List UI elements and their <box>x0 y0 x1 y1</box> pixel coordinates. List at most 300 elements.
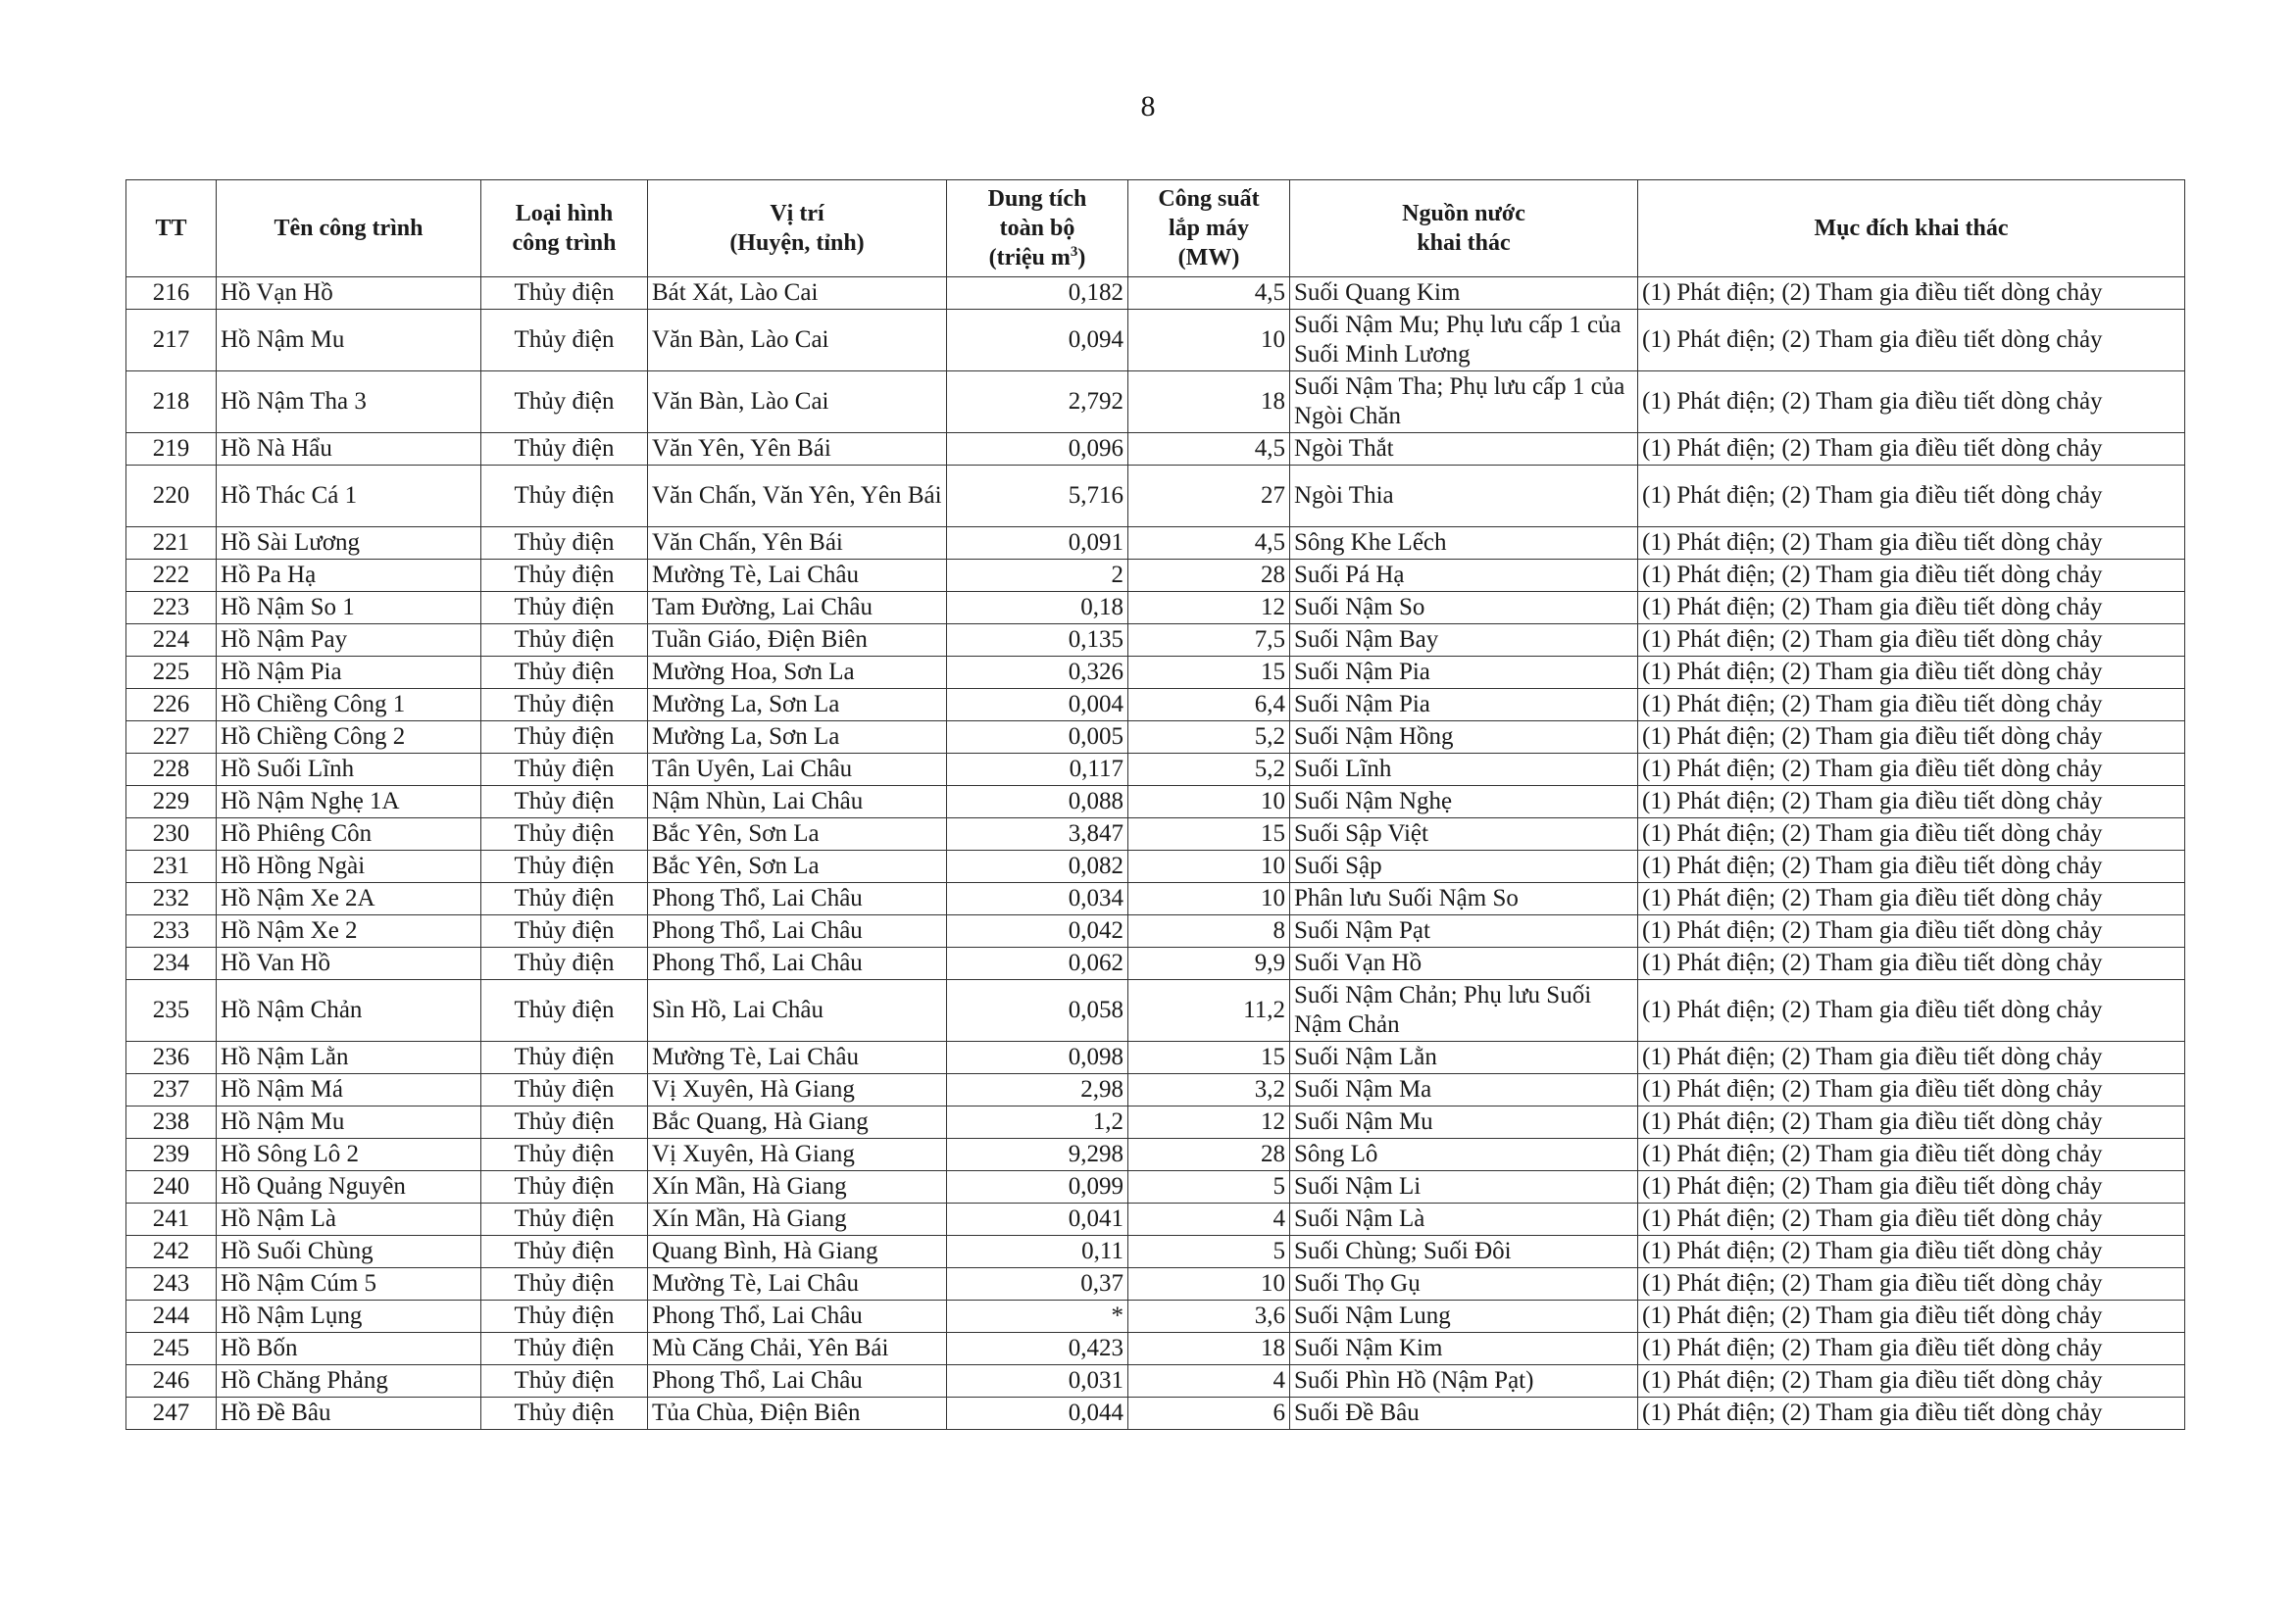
cell-tt: 218 <box>126 371 217 433</box>
cell-muc: (1) Phát điện; (2) Tham gia điều tiết dòng chảy <box>1638 527 2185 560</box>
cell-cong: 10 <box>1128 786 1290 818</box>
cell-dung: 0,326 <box>947 657 1128 689</box>
cell-nguon: Suối Pá Hạ <box>1290 560 1638 592</box>
cell-tt: 243 <box>126 1268 217 1301</box>
hydropower-table <box>125 179 2185 1430</box>
header-tt-label: TT <box>155 216 187 241</box>
cell-muc: (1) Phát điện; (2) Tham gia điều tiết dòng chảy <box>1638 1365 2185 1398</box>
cell-muc: (1) Phát điện; (2) Tham gia điều tiết dòng chảy <box>1638 1301 2185 1333</box>
cell-nguon: Suối Nậm Ma <box>1290 1074 1638 1107</box>
cell-nguon: Suối Nậm So <box>1290 592 1638 624</box>
cell-dung: 0,005 <box>947 721 1128 754</box>
cell-vitri: Mường Tè, Lai Châu <box>648 1268 947 1301</box>
cell-muc: (1) Phát điện; (2) Tham gia điều tiết dòng chảy <box>1638 851 2185 883</box>
cell-loai: Thủy điện <box>481 1139 648 1171</box>
cell-dung: 0,041 <box>947 1204 1128 1236</box>
cell-nguon: Suối Vạn Hồ <box>1290 948 1638 980</box>
cell-tt: 238 <box>126 1107 217 1139</box>
cell-nguon: Ngòi Thắt <box>1290 433 1638 466</box>
cell-loai: Thủy điện <box>481 818 648 851</box>
cell-muc: (1) Phát điện; (2) Tham gia điều tiết dòng chảy <box>1638 466 2185 527</box>
cell-dung: 2,98 <box>947 1074 1128 1107</box>
table-row <box>126 721 2185 754</box>
cell-nguon: Suối Nậm Pạt <box>1290 915 1638 948</box>
cell-cong: 4,5 <box>1128 277 1290 310</box>
table-row <box>126 980 2185 1042</box>
table-row <box>126 433 2185 466</box>
cell-dung: 3,847 <box>947 818 1128 851</box>
cell-loai: Thủy điện <box>481 689 648 721</box>
header-cong <box>1128 180 1290 277</box>
cell-dung: 0,117 <box>947 754 1128 786</box>
cell-cong: 12 <box>1128 1107 1290 1139</box>
cell-dung: 0,034 <box>947 883 1128 915</box>
cell-dung: 0,058 <box>947 980 1128 1042</box>
cell-tt: 219 <box>126 433 217 466</box>
table-row <box>126 851 2185 883</box>
cell-loai: Thủy điện <box>481 1236 648 1268</box>
cell-cong: 5,2 <box>1128 721 1290 754</box>
cell-ten: Hồ Nậm Là <box>217 1204 481 1236</box>
cell-tt: 237 <box>126 1074 217 1107</box>
cell-ten: Hồ Van Hồ <box>217 948 481 980</box>
cell-vitri: Vị Xuyên, Hà Giang <box>648 1139 947 1171</box>
cell-dung: 0,091 <box>947 527 1128 560</box>
table-row <box>126 466 2185 527</box>
cell-loai: Thủy điện <box>481 592 648 624</box>
cell-loai: Thủy điện <box>481 980 648 1042</box>
cell-vitri: Quang Bình, Hà Giang <box>648 1236 947 1268</box>
cell-dung: 0,042 <box>947 915 1128 948</box>
cell-loai: Thủy điện <box>481 1333 648 1365</box>
cell-vitri: Văn Bàn, Lào Cai <box>648 371 947 433</box>
cell-loai: Thủy điện <box>481 1398 648 1430</box>
header-dung-line3: (triệu m <box>988 245 1071 270</box>
cell-muc: (1) Phát điện; (2) Tham gia điều tiết dòng chảy <box>1638 277 2185 310</box>
cell-dung: 9,298 <box>947 1139 1128 1171</box>
table-row <box>126 1333 2185 1365</box>
cell-ten: Hồ Nậm Pay <box>217 624 481 657</box>
header-dung-sup: 3 <box>1070 244 1078 260</box>
table-row <box>126 883 2185 915</box>
cell-ten: Hồ Pa Hạ <box>217 560 481 592</box>
cell-tt: 229 <box>126 786 217 818</box>
table-row <box>126 310 2185 371</box>
cell-nguon: Sông Khe Lếch <box>1290 527 1638 560</box>
cell-loai: Thủy điện <box>481 1042 648 1074</box>
cell-cong: 12 <box>1128 592 1290 624</box>
table-body <box>126 277 2185 1430</box>
cell-nguon: Suối Nậm Nghẹ <box>1290 786 1638 818</box>
table-row <box>126 689 2185 721</box>
cell-muc: (1) Phát điện; (2) Tham gia điều tiết dòng chảy <box>1638 1074 2185 1107</box>
cell-loai: Thủy điện <box>481 527 648 560</box>
cell-ten: Hồ Nậm Lụng <box>217 1301 481 1333</box>
table-row <box>126 1236 2185 1268</box>
cell-vitri: Mường La, Sơn La <box>648 721 947 754</box>
cell-dung: 0,11 <box>947 1236 1128 1268</box>
table-row <box>126 818 2185 851</box>
cell-tt: 220 <box>126 466 217 527</box>
cell-dung: 2 <box>947 560 1128 592</box>
cell-cong: 10 <box>1128 883 1290 915</box>
cell-vitri: Văn Chấn, Yên Bái <box>648 527 947 560</box>
cell-ten: Hồ Vạn Hồ <box>217 277 481 310</box>
cell-nguon: Suối Nậm Lằn <box>1290 1042 1638 1074</box>
cell-muc: (1) Phát điện; (2) Tham gia điều tiết dòng chảy <box>1638 980 2185 1042</box>
cell-muc: (1) Phát điện; (2) Tham gia điều tiết dòng chảy <box>1638 689 2185 721</box>
cell-vitri: Xín Mần, Hà Giang <box>648 1171 947 1204</box>
cell-loai: Thủy điện <box>481 883 648 915</box>
cell-cong: 28 <box>1128 1139 1290 1171</box>
cell-loai: Thủy điện <box>481 721 648 754</box>
cell-cong: 18 <box>1128 1333 1290 1365</box>
cell-loai: Thủy điện <box>481 786 648 818</box>
cell-ten: Hồ Hồng Ngài <box>217 851 481 883</box>
cell-muc: (1) Phát điện; (2) Tham gia điều tiết dòng chảy <box>1638 371 2185 433</box>
cell-dung: 0,062 <box>947 948 1128 980</box>
header-vitri-line2: (Huyện, tỉnh) <box>729 230 865 256</box>
header-nguon <box>1290 180 1638 277</box>
cell-loai: Thủy điện <box>481 433 648 466</box>
header-cong-line3: (MW) <box>1177 245 1240 270</box>
cell-dung: 2,792 <box>947 371 1128 433</box>
cell-vitri: Văn Chấn, Văn Yên, Yên Bái <box>648 466 947 527</box>
cell-tt: 246 <box>126 1365 217 1398</box>
table-row <box>126 1365 2185 1398</box>
cell-cong: 9,9 <box>1128 948 1290 980</box>
cell-muc: (1) Phát điện; (2) Tham gia điều tiết dòng chảy <box>1638 1042 2185 1074</box>
header-muc <box>1638 180 2185 277</box>
cell-muc: (1) Phát điện; (2) Tham gia điều tiết dòng chảy <box>1638 1268 2185 1301</box>
cell-tt: 240 <box>126 1171 217 1204</box>
cell-loai: Thủy điện <box>481 948 648 980</box>
cell-nguon: Suối Nậm Mu; Phụ lưu cấp 1 của Suối Minh Lương <box>1290 310 1638 371</box>
cell-muc: (1) Phát điện; (2) Tham gia điều tiết dòng chảy <box>1638 657 2185 689</box>
cell-vitri: Tủa Chùa, Điện Biên <box>648 1398 947 1430</box>
cell-ten: Hồ Nậm Má <box>217 1074 481 1107</box>
cell-dung: 0,044 <box>947 1398 1128 1430</box>
cell-dung: 0,088 <box>947 786 1128 818</box>
table-row <box>126 1301 2185 1333</box>
cell-ten: Hồ Chăng Phảng <box>217 1365 481 1398</box>
cell-cong: 10 <box>1128 310 1290 371</box>
cell-nguon: Suối Nậm Bay <box>1290 624 1638 657</box>
header-vitri-line1: Vị trí <box>770 201 824 226</box>
header-cong-line2: lắp máy <box>1168 216 1249 241</box>
cell-cong: 4 <box>1128 1204 1290 1236</box>
cell-muc: (1) Phát điện; (2) Tham gia điều tiết dòng chảy <box>1638 1204 2185 1236</box>
cell-tt: 228 <box>126 754 217 786</box>
cell-ten: Hồ Nậm Pia <box>217 657 481 689</box>
cell-vitri: Phong Thổ, Lai Châu <box>648 883 947 915</box>
cell-muc: (1) Phát điện; (2) Tham gia điều tiết dòng chảy <box>1638 786 2185 818</box>
cell-loai: Thủy điện <box>481 1074 648 1107</box>
cell-dung: * <box>947 1301 1128 1333</box>
cell-tt: 234 <box>126 948 217 980</box>
table-row <box>126 1107 2185 1139</box>
cell-dung: 0,004 <box>947 689 1128 721</box>
header-tt <box>126 180 217 277</box>
cell-tt: 241 <box>126 1204 217 1236</box>
cell-vitri: Sìn Hồ, Lai Châu <box>648 980 947 1042</box>
table-row <box>126 754 2185 786</box>
cell-ten: Hồ Phiêng Côn <box>217 818 481 851</box>
cell-ten: Hồ Bốn <box>217 1333 481 1365</box>
cell-vitri: Mường La, Sơn La <box>648 689 947 721</box>
table-row <box>126 1171 2185 1204</box>
cell-tt: 221 <box>126 527 217 560</box>
cell-cong: 27 <box>1128 466 1290 527</box>
cell-ten: Hồ Quảng Nguyên <box>217 1171 481 1204</box>
cell-muc: (1) Phát điện; (2) Tham gia điều tiết dòng chảy <box>1638 754 2185 786</box>
header-ten <box>217 180 481 277</box>
cell-muc: (1) Phát điện; (2) Tham gia điều tiết dòng chảy <box>1638 624 2185 657</box>
cell-cong: 5 <box>1128 1236 1290 1268</box>
cell-muc: (1) Phát điện; (2) Tham gia điều tiết dòng chảy <box>1638 883 2185 915</box>
cell-vitri: Mù Căng Chải, Yên Bái <box>648 1333 947 1365</box>
cell-vitri: Bát Xát, Lào Cai <box>648 277 947 310</box>
cell-loai: Thủy điện <box>481 1301 648 1333</box>
table-row <box>126 592 2185 624</box>
cell-nguon: Sông Lô <box>1290 1139 1638 1171</box>
cell-ten: Hồ Nậm Xe 2 <box>217 915 481 948</box>
table-row <box>126 1139 2185 1171</box>
cell-ten: Hồ Chiềng Công 1 <box>217 689 481 721</box>
cell-dung: 1,2 <box>947 1107 1128 1139</box>
cell-nguon: Ngòi Thia <box>1290 466 1638 527</box>
cell-dung: 0,135 <box>947 624 1128 657</box>
cell-loai: Thủy điện <box>481 310 648 371</box>
cell-muc: (1) Phát điện; (2) Tham gia điều tiết dòng chảy <box>1638 1171 2185 1204</box>
table-row <box>126 1074 2185 1107</box>
cell-nguon: Suối Nậm Mu <box>1290 1107 1638 1139</box>
cell-vitri: Phong Thổ, Lai Châu <box>648 948 947 980</box>
cell-loai: Thủy điện <box>481 560 648 592</box>
cell-ten: Hồ Suối Lĩnh <box>217 754 481 786</box>
table-row <box>126 560 2185 592</box>
header-dung-line2: toàn bộ <box>999 216 1075 241</box>
cell-tt: 233 <box>126 915 217 948</box>
cell-cong: 4,5 <box>1128 433 1290 466</box>
table-row <box>126 371 2185 433</box>
cell-vitri: Bắc Yên, Sơn La <box>648 851 947 883</box>
cell-loai: Thủy điện <box>481 1204 648 1236</box>
cell-muc: (1) Phát điện; (2) Tham gia điều tiết dòng chảy <box>1638 310 2185 371</box>
cell-loai: Thủy điện <box>481 371 648 433</box>
cell-tt: 217 <box>126 310 217 371</box>
cell-muc: (1) Phát điện; (2) Tham gia điều tiết dòng chảy <box>1638 433 2185 466</box>
cell-tt: 226 <box>126 689 217 721</box>
cell-cong: 11,2 <box>1128 980 1290 1042</box>
cell-loai: Thủy điện <box>481 915 648 948</box>
cell-ten: Hồ Đề Bâu <box>217 1398 481 1430</box>
header-loai <box>481 180 648 277</box>
cell-nguon: Suối Quang Kim <box>1290 277 1638 310</box>
table-row <box>126 948 2185 980</box>
cell-tt: 231 <box>126 851 217 883</box>
cell-dung: 0,098 <box>947 1042 1128 1074</box>
cell-vitri: Văn Yên, Yên Bái <box>648 433 947 466</box>
cell-loai: Thủy điện <box>481 754 648 786</box>
cell-cong: 7,5 <box>1128 624 1290 657</box>
cell-loai: Thủy điện <box>481 624 648 657</box>
cell-vitri: Mường Tè, Lai Châu <box>648 1042 947 1074</box>
cell-dung: 5,716 <box>947 466 1128 527</box>
header-cong-line1: Công suất <box>1158 186 1260 212</box>
header-loai-line2: công trình <box>512 230 617 256</box>
cell-ten: Hồ Sông Lô 2 <box>217 1139 481 1171</box>
cell-vitri: Tân Uyên, Lai Châu <box>648 754 947 786</box>
header-row <box>126 180 2185 277</box>
cell-vitri: Văn Bàn, Lào Cai <box>648 310 947 371</box>
cell-nguon: Suối Nậm Hồng <box>1290 721 1638 754</box>
table-row <box>126 1398 2185 1430</box>
cell-cong: 15 <box>1128 818 1290 851</box>
cell-muc: (1) Phát điện; (2) Tham gia điều tiết dòng chảy <box>1638 818 2185 851</box>
cell-nguon: Suối Nậm Pia <box>1290 689 1638 721</box>
cell-loai: Thủy điện <box>481 851 648 883</box>
page-number: 8 <box>1140 90 1156 123</box>
header-dung-line1: Dung tích <box>987 186 1087 212</box>
cell-ten: Hồ Nậm Chản <box>217 980 481 1042</box>
cell-nguon: Suối Nậm Lung <box>1290 1301 1638 1333</box>
cell-nguon: Phân lưu Suối Nậm So <box>1290 883 1638 915</box>
cell-dung: 0,423 <box>947 1333 1128 1365</box>
cell-cong: 15 <box>1128 657 1290 689</box>
cell-tt: 230 <box>126 818 217 851</box>
cell-tt: 247 <box>126 1398 217 1430</box>
cell-muc: (1) Phát điện; (2) Tham gia điều tiết dòng chảy <box>1638 1333 2185 1365</box>
cell-dung: 0,182 <box>947 277 1128 310</box>
cell-ten: Hồ Chiềng Công 2 <box>217 721 481 754</box>
table-row <box>126 624 2185 657</box>
cell-muc: (1) Phát điện; (2) Tham gia điều tiết dòng chảy <box>1638 1107 2185 1139</box>
cell-ten: Hồ Nậm Lằn <box>217 1042 481 1074</box>
cell-nguon: Suối Nậm Kim <box>1290 1333 1638 1365</box>
cell-vitri: Tam Đường, Lai Châu <box>648 592 947 624</box>
cell-cong: 4 <box>1128 1365 1290 1398</box>
cell-dung: 0,082 <box>947 851 1128 883</box>
cell-vitri: Tuần Giáo, Điện Biên <box>648 624 947 657</box>
cell-muc: (1) Phát điện; (2) Tham gia điều tiết dòng chảy <box>1638 1139 2185 1171</box>
cell-nguon: Suối Lĩnh <box>1290 754 1638 786</box>
cell-tt: 225 <box>126 657 217 689</box>
cell-vitri: Mường Tè, Lai Châu <box>648 560 947 592</box>
cell-vitri: Bắc Quang, Hà Giang <box>648 1107 947 1139</box>
cell-nguon: Suối Sập <box>1290 851 1638 883</box>
header-muc-label: Mục đích khai thác <box>1814 216 2009 241</box>
cell-cong: 15 <box>1128 1042 1290 1074</box>
header-nguon-line1: Nguồn nước <box>1402 201 1525 226</box>
cell-cong: 6 <box>1128 1398 1290 1430</box>
cell-nguon: Suối Nậm Chản; Phụ lưu Suối Nậm Chản <box>1290 980 1638 1042</box>
cell-loai: Thủy điện <box>481 657 648 689</box>
cell-ten: Hồ Nậm Cúm 5 <box>217 1268 481 1301</box>
cell-nguon: Suối Phìn Hồ (Nậm Pạt) <box>1290 1365 1638 1398</box>
cell-ten: Hồ Nà Hẩu <box>217 433 481 466</box>
cell-tt: 244 <box>126 1301 217 1333</box>
cell-ten: Hồ Nậm Xe 2A <box>217 883 481 915</box>
cell-vitri: Mường Hoa, Sơn La <box>648 657 947 689</box>
cell-nguon: Suối Sập Việt <box>1290 818 1638 851</box>
cell-ten: Hồ Nậm Nghẹ 1A <box>217 786 481 818</box>
table-row <box>126 1268 2185 1301</box>
table-row <box>126 1042 2185 1074</box>
cell-cong: 3,2 <box>1128 1074 1290 1107</box>
cell-tt: 245 <box>126 1333 217 1365</box>
header-loai-line1: Loại hình <box>515 201 614 226</box>
cell-cong: 4,5 <box>1128 527 1290 560</box>
cell-nguon: Suối Thọ Gụ <box>1290 1268 1638 1301</box>
table-row <box>126 277 2185 310</box>
cell-vitri: Phong Thổ, Lai Châu <box>648 915 947 948</box>
cell-loai: Thủy điện <box>481 277 648 310</box>
cell-muc: (1) Phát điện; (2) Tham gia điều tiết dòng chảy <box>1638 1398 2185 1430</box>
table-row <box>126 1204 2185 1236</box>
cell-vitri: Bắc Yên, Sơn La <box>648 818 947 851</box>
header-ten-label: Tên công trình <box>274 216 424 241</box>
cell-nguon: Suối Nậm Tha; Phụ lưu cấp 1 của Ngòi Chăn <box>1290 371 1638 433</box>
cell-cong: 8 <box>1128 915 1290 948</box>
cell-muc: (1) Phát điện; (2) Tham gia điều tiết dòng chảy <box>1638 1236 2185 1268</box>
cell-vitri: Phong Thổ, Lai Châu <box>648 1301 947 1333</box>
cell-nguon: Suối Chùng; Suối Đôi <box>1290 1236 1638 1268</box>
table-row <box>126 657 2185 689</box>
cell-loai: Thủy điện <box>481 1365 648 1398</box>
cell-tt: 222 <box>126 560 217 592</box>
cell-muc: (1) Phát điện; (2) Tham gia điều tiết dòng chảy <box>1638 915 2185 948</box>
cell-tt: 224 <box>126 624 217 657</box>
cell-muc: (1) Phát điện; (2) Tham gia điều tiết dòng chảy <box>1638 592 2185 624</box>
header-vitri <box>648 180 947 277</box>
header-dung-close: ) <box>1077 245 1086 270</box>
header-nguon-line2: khai thác <box>1417 230 1511 256</box>
cell-vitri: Nậm Nhùn, Lai Châu <box>648 786 947 818</box>
cell-ten: Hồ Nậm So 1 <box>217 592 481 624</box>
cell-tt: 236 <box>126 1042 217 1074</box>
cell-tt: 216 <box>126 277 217 310</box>
cell-cong: 5,2 <box>1128 754 1290 786</box>
cell-tt: 239 <box>126 1139 217 1171</box>
cell-tt: 227 <box>126 721 217 754</box>
cell-cong: 28 <box>1128 560 1290 592</box>
cell-loai: Thủy điện <box>481 1107 648 1139</box>
cell-cong: 5 <box>1128 1171 1290 1204</box>
table-row <box>126 527 2185 560</box>
cell-dung: 0,37 <box>947 1268 1128 1301</box>
cell-muc: (1) Phát điện; (2) Tham gia điều tiết dòng chảy <box>1638 560 2185 592</box>
cell-tt: 232 <box>126 883 217 915</box>
cell-tt: 235 <box>126 980 217 1042</box>
cell-dung: 0,099 <box>947 1171 1128 1204</box>
cell-cong: 18 <box>1128 371 1290 433</box>
cell-muc: (1) Phát điện; (2) Tham gia điều tiết dòng chảy <box>1638 948 2185 980</box>
cell-ten: Hồ Nậm Mu <box>217 1107 481 1139</box>
cell-ten: Hồ Nậm Tha 3 <box>217 371 481 433</box>
cell-nguon: Suối Nậm Là <box>1290 1204 1638 1236</box>
cell-nguon: Suối Đề Bâu <box>1290 1398 1638 1430</box>
cell-tt: 242 <box>126 1236 217 1268</box>
cell-dung: 0,094 <box>947 310 1128 371</box>
cell-ten: Hồ Suối Chùng <box>217 1236 481 1268</box>
cell-loai: Thủy điện <box>481 1171 648 1204</box>
table-row <box>126 786 2185 818</box>
cell-tt: 223 <box>126 592 217 624</box>
table-row <box>126 915 2185 948</box>
cell-cong: 10 <box>1128 1268 1290 1301</box>
cell-dung: 0,18 <box>947 592 1128 624</box>
